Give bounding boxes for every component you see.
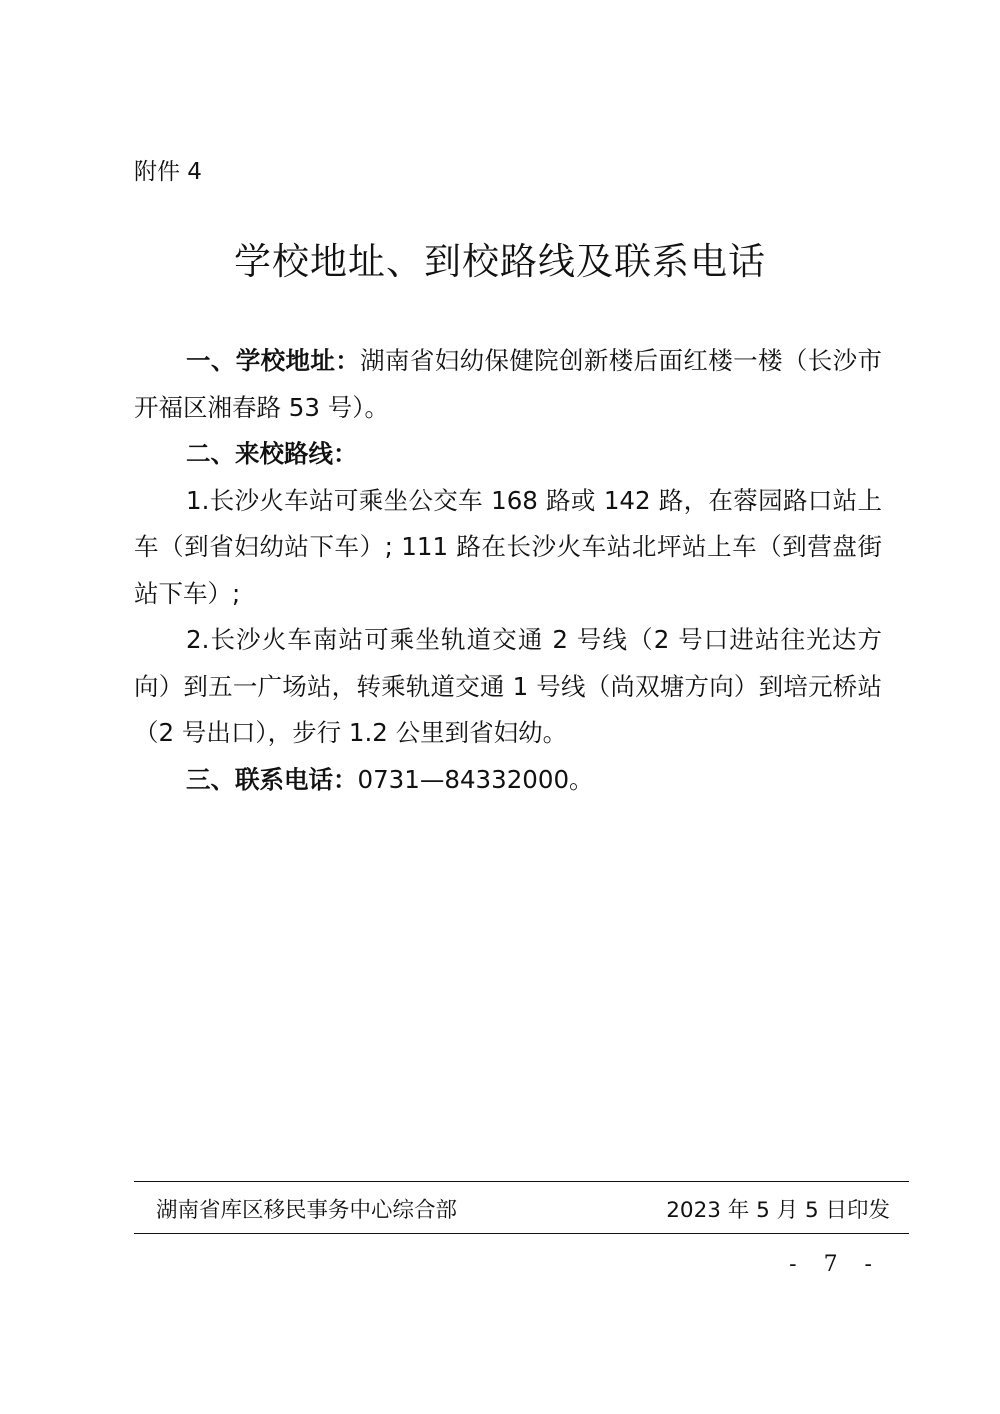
address-paragraph — [134, 338, 882, 431]
route-1-paragraph — [134, 478, 882, 618]
document-title: 学校地址、到校路线及联系电话 — [234, 240, 766, 283]
address-heading: 一、学校地址： — [186, 346, 361, 375]
route-2-paragraph — [134, 617, 882, 757]
footer-issue-date: 2023 年 5 月 5 日印发 — [666, 1198, 890, 1223]
contact-heading: 三、联系电话： — [186, 764, 358, 794]
route-2-text: 2.长沙火车南站可乘坐轨道交通 2 号线（2 号口进站往光达方向）到五一广场站，转乘轨道交通 1 号线（尚双塘方向）到培元桥站（2 号出口），步行 1.2 公里到省妇幼。 — [134, 625, 882, 747]
contact-paragraph — [134, 757, 882, 804]
attachment-label: 附件 4 — [134, 159, 202, 185]
footer-top-rule — [134, 1181, 909, 1182]
address-text: 湖南省妇幼保健院创新楼后面红楼一楼（长沙市开福区湘春路 53 号）。 — [134, 346, 882, 422]
routes-heading-paragraph — [134, 431, 882, 478]
contact-text: 0731—84332000。 — [357, 764, 594, 794]
footer-bottom-rule — [134, 1233, 909, 1234]
route-1-text: 1.长沙火车站可乘坐公交车 168 路或 142 路，在蓉园路口站上车（到省妇幼站下车）; 111 路在长沙火车站北坪站上车（到营盘街站下车）; — [134, 485, 882, 608]
document-body — [134, 338, 882, 803]
footer-issuer: 湖南省库区移民事务中心综合部 — [156, 1198, 458, 1223]
footer — [156, 1196, 890, 1226]
page-number: - 7 - — [789, 1252, 882, 1277]
routes-heading: 二、来校路线： — [186, 439, 358, 468]
